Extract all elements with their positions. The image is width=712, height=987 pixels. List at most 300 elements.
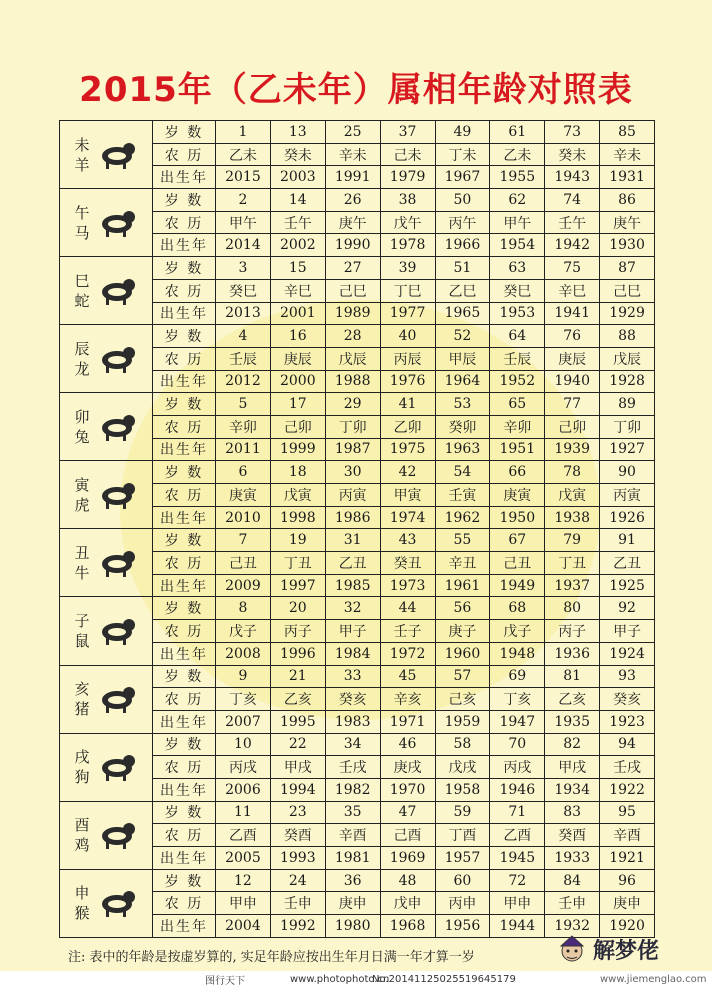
row-label: 农 历 <box>153 484 216 507</box>
value-cell: 甲寅 <box>380 484 435 507</box>
value-cell: 辛卯 <box>490 415 545 438</box>
value-cell: 1962 <box>435 506 490 529</box>
zodiac-cell <box>60 733 153 801</box>
zodiac-animal: 鼠 <box>74 631 90 650</box>
value-cell: 15 <box>270 257 325 280</box>
value-cell: 甲戌 <box>545 756 600 779</box>
footer-id: No.20141125025519645179 <box>372 973 516 985</box>
value-cell: 26 <box>325 189 380 212</box>
row-label: 出生年 <box>153 915 216 938</box>
value-cell: 己巳 <box>600 279 655 302</box>
pig-icon <box>96 683 138 715</box>
value-cell: 1940 <box>545 370 600 393</box>
zodiac-animal: 马 <box>74 223 90 242</box>
value-cell: 76 <box>545 325 600 348</box>
table-row <box>60 325 655 348</box>
value-cell: 1932 <box>545 915 600 938</box>
value-cell: 1977 <box>380 302 435 325</box>
footer-site: 图行天下 <box>205 975 245 987</box>
value-cell: 戊寅 <box>270 484 325 507</box>
zodiac-branch: 戌 <box>74 748 90 767</box>
value-cell: 32 <box>325 597 380 620</box>
value-cell: 50 <box>435 189 490 212</box>
zodiac-animal: 牛 <box>74 563 90 582</box>
value-cell: 戊寅 <box>545 484 600 507</box>
value-cell: 44 <box>380 597 435 620</box>
value-cell: 4 <box>216 325 271 348</box>
value-cell: 69 <box>490 665 545 688</box>
row-label: 农 历 <box>153 756 216 779</box>
value-cell: 72 <box>490 869 545 892</box>
zodiac-animal: 龙 <box>74 359 90 378</box>
value-cell: 21 <box>270 665 325 688</box>
zodiac-cell <box>60 869 153 937</box>
zodiac-branch: 午 <box>74 203 90 222</box>
footnote: 注: 表中的年龄是按虚岁算的, 实足年龄应按出生年月日满一年才算一岁 <box>68 950 475 965</box>
value-cell: 27 <box>325 257 380 280</box>
value-cell: 1971 <box>380 710 435 733</box>
value-cell: 乙丑 <box>600 552 655 575</box>
value-cell: 戊午 <box>380 211 435 234</box>
value-cell: 甲午 <box>490 211 545 234</box>
value-cell: 18 <box>270 461 325 484</box>
value-cell: 7 <box>216 529 271 552</box>
value-cell: 1928 <box>600 370 655 393</box>
zodiac-cell <box>60 461 153 529</box>
value-cell: 辛卯 <box>216 415 271 438</box>
zodiac-branch: 酉 <box>74 816 90 835</box>
value-cell: 1965 <box>435 302 490 325</box>
row-label: 岁 数 <box>153 597 216 620</box>
value-cell: 36 <box>325 869 380 892</box>
row-label: 出生年 <box>153 778 216 801</box>
value-cell: 壬子 <box>380 620 435 643</box>
row-label: 岁 数 <box>153 393 216 416</box>
value-cell: 2012 <box>216 370 271 393</box>
value-cell: 壬辰 <box>216 347 271 370</box>
row-label: 农 历 <box>153 552 216 575</box>
value-cell: 戊子 <box>490 620 545 643</box>
zodiac-animal: 虎 <box>74 495 90 514</box>
value-cell: 1925 <box>600 574 655 597</box>
value-cell: 辛巳 <box>545 279 600 302</box>
value-cell: 癸未 <box>270 143 325 166</box>
value-cell: 己丑 <box>490 552 545 575</box>
value-cell: 1973 <box>380 574 435 597</box>
value-cell: 13 <box>270 121 325 144</box>
row-label: 岁 数 <box>153 733 216 756</box>
row-label: 农 历 <box>153 415 216 438</box>
zodiac-branch: 卯 <box>74 407 90 426</box>
zodiac-animal: 狗 <box>74 768 90 787</box>
value-cell: 11 <box>216 801 271 824</box>
value-cell: 1942 <box>545 234 600 257</box>
value-cell: 6 <box>216 461 271 484</box>
value-cell: 95 <box>600 801 655 824</box>
value-cell: 1995 <box>270 710 325 733</box>
value-cell: 40 <box>380 325 435 348</box>
value-cell: 1998 <box>270 506 325 529</box>
value-cell: 1957 <box>435 847 490 870</box>
zodiac-branch: 子 <box>74 611 90 630</box>
value-cell: 丁巳 <box>380 279 435 302</box>
row-label: 出生年 <box>153 302 216 325</box>
value-cell: 壬戌 <box>325 756 380 779</box>
value-cell: 52 <box>435 325 490 348</box>
value-cell: 癸丑 <box>380 552 435 575</box>
value-cell: 2007 <box>216 710 271 733</box>
value-cell: 2014 <box>216 234 271 257</box>
value-cell: 14 <box>270 189 325 212</box>
value-cell: 60 <box>435 869 490 892</box>
value-cell: 壬午 <box>270 211 325 234</box>
value-cell: 辛丑 <box>435 552 490 575</box>
value-cell: 87 <box>600 257 655 280</box>
value-cell: 1924 <box>600 642 655 665</box>
value-cell: 84 <box>545 869 600 892</box>
value-cell: 1991 <box>325 166 380 189</box>
value-cell: 1955 <box>490 166 545 189</box>
zodiac-branch: 寅 <box>74 475 90 494</box>
value-cell: 1994 <box>270 778 325 801</box>
row-label: 岁 数 <box>153 665 216 688</box>
value-cell: 92 <box>600 597 655 620</box>
value-cell: 己卯 <box>270 415 325 438</box>
value-cell: 己酉 <box>380 824 435 847</box>
value-cell: 90 <box>600 461 655 484</box>
value-cell: 79 <box>545 529 600 552</box>
value-cell: 1989 <box>325 302 380 325</box>
value-cell: 51 <box>435 257 490 280</box>
row-label: 出生年 <box>153 438 216 461</box>
value-cell: 庚申 <box>600 892 655 915</box>
value-cell: 辛酉 <box>600 824 655 847</box>
value-cell: 81 <box>545 665 600 688</box>
value-cell: 癸亥 <box>600 688 655 711</box>
row-label: 岁 数 <box>153 257 216 280</box>
goat-icon <box>96 139 138 171</box>
value-cell: 甲申 <box>490 892 545 915</box>
fortune-teller-icon <box>555 932 589 966</box>
value-cell: 辛未 <box>325 143 380 166</box>
value-cell: 38 <box>380 189 435 212</box>
value-cell: 2009 <box>216 574 271 597</box>
value-cell: 94 <box>600 733 655 756</box>
zodiac-animal: 蛇 <box>74 291 90 310</box>
table-row <box>60 189 655 212</box>
value-cell: 癸酉 <box>545 824 600 847</box>
row-label: 岁 数 <box>153 461 216 484</box>
zodiac-cell <box>60 189 153 257</box>
value-cell: 82 <box>545 733 600 756</box>
value-cell: 1946 <box>490 778 545 801</box>
value-cell: 73 <box>545 121 600 144</box>
row-label: 农 历 <box>153 211 216 234</box>
value-cell: 己巳 <box>325 279 380 302</box>
ox-icon <box>96 547 138 579</box>
value-cell: 8 <box>216 597 271 620</box>
value-cell: 1923 <box>600 710 655 733</box>
value-cell: 丁卯 <box>600 415 655 438</box>
value-cell: 1963 <box>435 438 490 461</box>
value-cell: 1948 <box>490 642 545 665</box>
value-cell: 48 <box>380 869 435 892</box>
value-cell: 88 <box>600 325 655 348</box>
value-cell: 24 <box>270 869 325 892</box>
zodiac-branch: 辰 <box>74 339 90 358</box>
value-cell: 17 <box>270 393 325 416</box>
row-label: 农 历 <box>153 824 216 847</box>
table-row <box>60 461 655 484</box>
value-cell: 1969 <box>380 847 435 870</box>
value-cell: 丁酉 <box>435 824 490 847</box>
value-cell: 辛亥 <box>380 688 435 711</box>
value-cell: 61 <box>490 121 545 144</box>
value-cell: 1968 <box>380 915 435 938</box>
row-label: 出生年 <box>153 234 216 257</box>
zodiac-branch: 申 <box>74 884 90 903</box>
value-cell: 戊辰 <box>325 347 380 370</box>
value-cell: 乙丑 <box>325 552 380 575</box>
brand-name: 解梦佬 <box>593 938 660 964</box>
value-cell: 甲午 <box>216 211 271 234</box>
value-cell: 68 <box>490 597 545 620</box>
value-cell: 戊子 <box>216 620 271 643</box>
value-cell: 乙未 <box>490 143 545 166</box>
value-cell: 丁丑 <box>545 552 600 575</box>
value-cell: 1985 <box>325 574 380 597</box>
value-cell: 1982 <box>325 778 380 801</box>
value-cell: 34 <box>325 733 380 756</box>
zodiac-cell <box>60 121 153 189</box>
zodiac-cell <box>60 801 153 869</box>
value-cell: 己丑 <box>216 552 271 575</box>
value-cell: 30 <box>325 461 380 484</box>
zodiac-branch: 丑 <box>74 543 90 562</box>
value-cell: 戊申 <box>380 892 435 915</box>
row-label: 农 历 <box>153 347 216 370</box>
value-cell: 1966 <box>435 234 490 257</box>
value-cell: 42 <box>380 461 435 484</box>
value-cell: 1964 <box>435 370 490 393</box>
table-row <box>60 257 655 280</box>
zodiac-cell <box>60 257 153 325</box>
value-cell: 1976 <box>380 370 435 393</box>
value-cell: 丙戌 <box>490 756 545 779</box>
zodiac-animal: 猴 <box>74 904 90 923</box>
zodiac-cell <box>60 325 153 393</box>
row-label: 岁 数 <box>153 801 216 824</box>
rat-icon <box>96 615 138 647</box>
value-cell: 1949 <box>490 574 545 597</box>
value-cell: 1941 <box>545 302 600 325</box>
value-cell: 2011 <box>216 438 271 461</box>
value-cell: 25 <box>325 121 380 144</box>
value-cell: 癸亥 <box>325 688 380 711</box>
value-cell: 91 <box>600 529 655 552</box>
value-cell: 癸卯 <box>435 415 490 438</box>
value-cell: 1931 <box>600 166 655 189</box>
brand-logo <box>555 932 659 966</box>
value-cell: 78 <box>545 461 600 484</box>
zodiac-animal: 羊 <box>74 155 90 174</box>
value-cell: 丙子 <box>270 620 325 643</box>
value-cell: 1988 <box>325 370 380 393</box>
value-cell: 1936 <box>545 642 600 665</box>
value-cell: 39 <box>380 257 435 280</box>
value-cell: 癸未 <box>545 143 600 166</box>
value-cell: 74 <box>545 189 600 212</box>
value-cell: 1947 <box>490 710 545 733</box>
footer-url[interactable]: www.photophoto.cn <box>290 973 390 985</box>
value-cell: 甲子 <box>600 620 655 643</box>
value-cell: 1958 <box>435 778 490 801</box>
tiger-icon <box>96 479 138 511</box>
value-cell: 庚辰 <box>270 347 325 370</box>
value-cell: 癸巳 <box>216 279 271 302</box>
zodiac-animal: 鸡 <box>74 836 90 855</box>
value-cell: 46 <box>380 733 435 756</box>
value-cell: 22 <box>270 733 325 756</box>
footer-url-2[interactable]: www.jiemenglao.com <box>600 973 707 985</box>
value-cell: 庚寅 <box>490 484 545 507</box>
value-cell: 1953 <box>490 302 545 325</box>
rabbit-icon <box>96 411 138 443</box>
value-cell: 75 <box>545 257 600 280</box>
value-cell: 丁未 <box>435 143 490 166</box>
value-cell: 2004 <box>216 915 271 938</box>
value-cell: 己未 <box>380 143 435 166</box>
image-footer <box>0 971 712 987</box>
value-cell: 3 <box>216 257 271 280</box>
table-row <box>60 665 655 688</box>
value-cell: 1996 <box>270 642 325 665</box>
value-cell: 辛巳 <box>270 279 325 302</box>
value-cell: 1997 <box>270 574 325 597</box>
zodiac-branch: 未 <box>74 135 90 154</box>
value-cell: 1961 <box>435 574 490 597</box>
value-cell: 丁亥 <box>490 688 545 711</box>
value-cell: 乙酉 <box>490 824 545 847</box>
value-cell: 53 <box>435 393 490 416</box>
value-cell: 庚子 <box>435 620 490 643</box>
value-cell: 丙辰 <box>380 347 435 370</box>
value-cell: 1950 <box>490 506 545 529</box>
value-cell: 2015 <box>216 166 271 189</box>
value-cell: 丙子 <box>545 620 600 643</box>
value-cell: 93 <box>600 665 655 688</box>
value-cell: 1935 <box>545 710 600 733</box>
horse-icon <box>96 207 138 239</box>
value-cell: 甲戌 <box>270 756 325 779</box>
value-cell: 2008 <box>216 642 271 665</box>
value-cell: 23 <box>270 801 325 824</box>
value-cell: 丙寅 <box>600 484 655 507</box>
zodiac-branch: 亥 <box>74 680 90 699</box>
value-cell: 71 <box>490 801 545 824</box>
value-cell: 49 <box>435 121 490 144</box>
row-label: 农 历 <box>153 620 216 643</box>
value-cell: 56 <box>435 597 490 620</box>
value-cell: 壬申 <box>270 892 325 915</box>
value-cell: 2010 <box>216 506 271 529</box>
value-cell: 1951 <box>490 438 545 461</box>
value-cell: 1937 <box>545 574 600 597</box>
value-cell: 1934 <box>545 778 600 801</box>
zodiac-cell <box>60 597 153 665</box>
zodiac-animal: 猪 <box>74 700 90 719</box>
value-cell: 1930 <box>600 234 655 257</box>
row-label: 农 历 <box>153 892 216 915</box>
value-cell: 1954 <box>490 234 545 257</box>
value-cell: 9 <box>216 665 271 688</box>
value-cell: 1926 <box>600 506 655 529</box>
value-cell: 乙亥 <box>270 688 325 711</box>
value-cell: 庚午 <box>325 211 380 234</box>
value-cell: 1929 <box>600 302 655 325</box>
row-label: 农 历 <box>153 688 216 711</box>
value-cell: 29 <box>325 393 380 416</box>
value-cell: 1959 <box>435 710 490 733</box>
value-cell: 64 <box>490 325 545 348</box>
value-cell: 庚戌 <box>380 756 435 779</box>
value-cell: 96 <box>600 869 655 892</box>
table-row <box>60 393 655 416</box>
value-cell: 20 <box>270 597 325 620</box>
value-cell: 58 <box>435 733 490 756</box>
value-cell: 12 <box>216 869 271 892</box>
value-cell: 1978 <box>380 234 435 257</box>
value-cell: 1922 <box>600 778 655 801</box>
dragon-icon <box>96 343 138 375</box>
value-cell: 77 <box>545 393 600 416</box>
value-cell: 41 <box>380 393 435 416</box>
value-cell: 2000 <box>270 370 325 393</box>
value-cell: 67 <box>490 529 545 552</box>
row-label: 出生年 <box>153 370 216 393</box>
value-cell: 1970 <box>380 778 435 801</box>
value-cell: 癸巳 <box>490 279 545 302</box>
table-row <box>60 597 655 620</box>
value-cell: 1927 <box>600 438 655 461</box>
value-cell: 63 <box>490 257 545 280</box>
value-cell: 85 <box>600 121 655 144</box>
value-cell: 57 <box>435 665 490 688</box>
value-cell: 2002 <box>270 234 325 257</box>
value-cell: 丙申 <box>435 892 490 915</box>
value-cell: 癸酉 <box>270 824 325 847</box>
value-cell: 80 <box>545 597 600 620</box>
value-cell: 丁卯 <box>325 415 380 438</box>
value-cell: 10 <box>216 733 271 756</box>
value-cell: 庚申 <box>325 892 380 915</box>
rooster-icon <box>96 819 138 851</box>
value-cell: 1972 <box>380 642 435 665</box>
row-label: 出生年 <box>153 574 216 597</box>
value-cell: 16 <box>270 325 325 348</box>
value-cell: 1974 <box>380 506 435 529</box>
value-cell: 1967 <box>435 166 490 189</box>
row-label: 出生年 <box>153 847 216 870</box>
value-cell: 丁亥 <box>216 688 271 711</box>
value-cell: 1987 <box>325 438 380 461</box>
row-label: 出生年 <box>153 166 216 189</box>
value-cell: 1960 <box>435 642 490 665</box>
value-cell: 55 <box>435 529 490 552</box>
value-cell: 己卯 <box>545 415 600 438</box>
value-cell: 辛未 <box>600 143 655 166</box>
value-cell: 45 <box>380 665 435 688</box>
